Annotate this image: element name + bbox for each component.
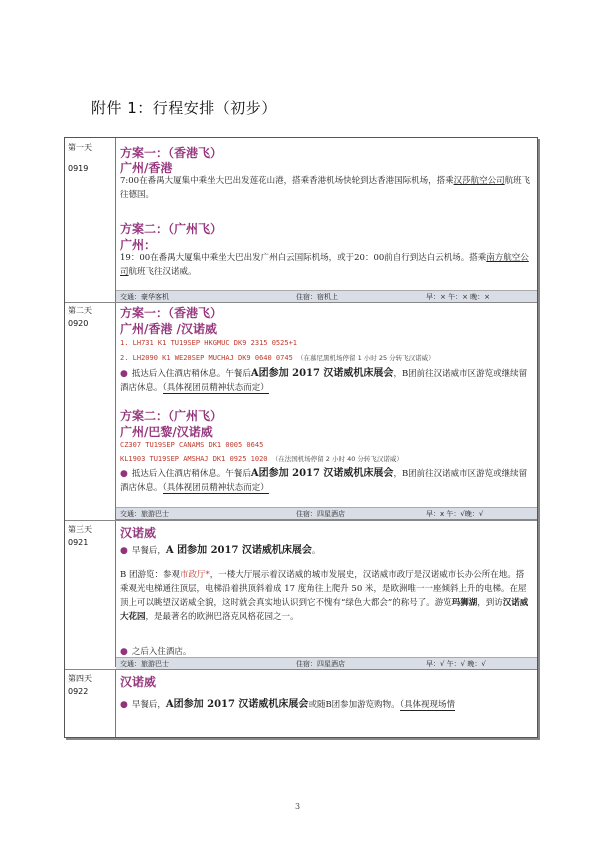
day4-label-cell — [65, 670, 116, 738]
day1-plan1-route: 广州/香港 — [120, 161, 173, 175]
day2-label: 第二天 — [68, 306, 92, 315]
day2-plan2-heading: 方案二：（广州飞） — [120, 409, 223, 423]
bullet-icon: ● — [120, 700, 128, 710]
day4-date: 0922 — [68, 687, 89, 696]
day2-plan2-bullet: ● 抵达后入住酒店稍休息。午餐后A团参加 2017 汉诺威机床展会，B团前往汉诺威市区游览或继续留酒店休息。（具体视团员精神状态而定） — [120, 468, 528, 493]
bullet-icon: ● — [120, 469, 128, 479]
airline-link: 南方航空公司 — [120, 253, 529, 277]
row-divider — [65, 520, 537, 521]
day1-plan1-heading: 方案一：（香港飞） — [120, 146, 223, 160]
meals: 早：√ 午：√ 晚：√ — [426, 660, 486, 668]
day1-plan2-text: 19：00在番禺大厦集中乘坐大巴出发广州白云国际机场，或于20：00前自行到达白云机场。搭乘南方航空公司航班飞往汉诺威。 — [120, 253, 529, 277]
transport: 交通：旅游巴士 — [120, 660, 169, 668]
day2-plan1-route: 广州/香港 /汉诺威 — [120, 322, 217, 336]
bullet-icon: ● — [120, 369, 128, 379]
day3-bullet-2: ● 之后入住酒店。 — [120, 647, 192, 657]
day2-label-cell — [65, 303, 116, 520]
day1-plan1-text: 7:00在番禺大厦集中乘坐大巴出发莲花山港，搭乘香港机场快轮到达香港国际机场，搭乘汉莎航空公司航班飞往德国。 — [120, 176, 531, 200]
bullet-icon: ● — [120, 647, 128, 657]
day2-plan2-route: 广州/巴黎/汉诺威 — [120, 425, 213, 439]
itinerary-table — [64, 137, 538, 738]
day3-label: 第三天 — [68, 525, 92, 534]
flight-line: 1. LH731 K1 TU19SEP HKGMUC DK9 2315 0525+1 — [120, 339, 298, 347]
day2-footer — [116, 507, 537, 520]
day4-route: 汉诺威 — [120, 675, 157, 689]
day2-plan1-bullet: ● 抵达后入住酒店稍休息。午餐后A团参加 2017 汉诺威机床展会，B团前往汉诺威市区游览或继续留酒店休息。（具体视团员精神状态而定） — [120, 368, 528, 393]
airline-link: 汉莎航空公司 — [453, 176, 505, 186]
meals: 早：x 午：√晚：√ — [426, 510, 484, 518]
row-divider — [65, 302, 537, 303]
meals: 早：× 午：× 晚：× — [426, 293, 491, 301]
flight-line: KL1903 TU19SEP AMSHAJ DK1 0925 1020 （在法国机场停留 2 小时 40 分转飞汉诺威） — [120, 455, 403, 463]
transport: 交通：豪华客机 — [120, 293, 169, 301]
hotel: 住宿：四星酒店 — [296, 660, 345, 668]
day4-label: 第四天 — [68, 674, 92, 683]
flight-line: CZ307 TU19SEP CANAMS DK1 0005 0645 — [120, 441, 264, 449]
day2-date: 0920 — [68, 319, 89, 328]
day2-plan1-heading: 方案一：（香港飞） — [120, 306, 223, 320]
day1-label-cell — [65, 138, 116, 304]
row-divider — [65, 669, 537, 670]
transport: 交通：旅游巴士 — [120, 510, 169, 518]
bullet-icon: ● — [120, 546, 128, 556]
day3-route: 汉诺威 — [120, 526, 157, 540]
page-number: 3 — [294, 802, 301, 811]
day4-bullet: ● 早餐后，A团参加 2017 汉诺威机床展会或随B团参加游览购物。（具体视现场情 — [120, 699, 455, 710]
hotel: 住宿：四星酒店 — [296, 510, 345, 518]
day1-plan2-route: 广州： — [120, 238, 157, 252]
flight-line: 2. LH2090 K1 WE20SEP MUCHAJ DK9 0640 0745 （在慕尼黑机场停留 1 小时 25 分转飞汉诺威） — [120, 354, 435, 362]
day3-paragraph: B 团游览：参观市政厅*，一楼大厅展示着汉诺威的城市发展史，汉诺威市政厅是汉诺威市长办公所在地。搭乘观光电梯通往顶层，电梯沿着拱顶斜着成 17 度角往上爬升 50 米，是欧洲唯一一座倾斜上升的电梯。在屋顶上可以眺望汉诺威全貌，这时就会真实地认识到它不愧有“绿色大都会”的称号了。游览玛狮湖，到访汉诺威大花园，是最著名的欧洲巴洛克风格花园之一。 — [120, 570, 529, 622]
document-title: 附件 1：行程安排（初步） — [91, 99, 277, 117]
day3-bullet-1: ● 早餐后，A 团参加 2017 汉诺威机床展会。 — [120, 545, 321, 556]
day1-date: 0919 — [68, 164, 89, 173]
hotel: 住宿：宿机上 — [296, 293, 338, 301]
day1-plan2-heading: 方案二：（广州飞） — [120, 222, 223, 236]
day3-date: 0921 — [68, 538, 89, 547]
day1-label: 第一天 — [68, 143, 92, 152]
day3-label-cell — [65, 521, 116, 667]
